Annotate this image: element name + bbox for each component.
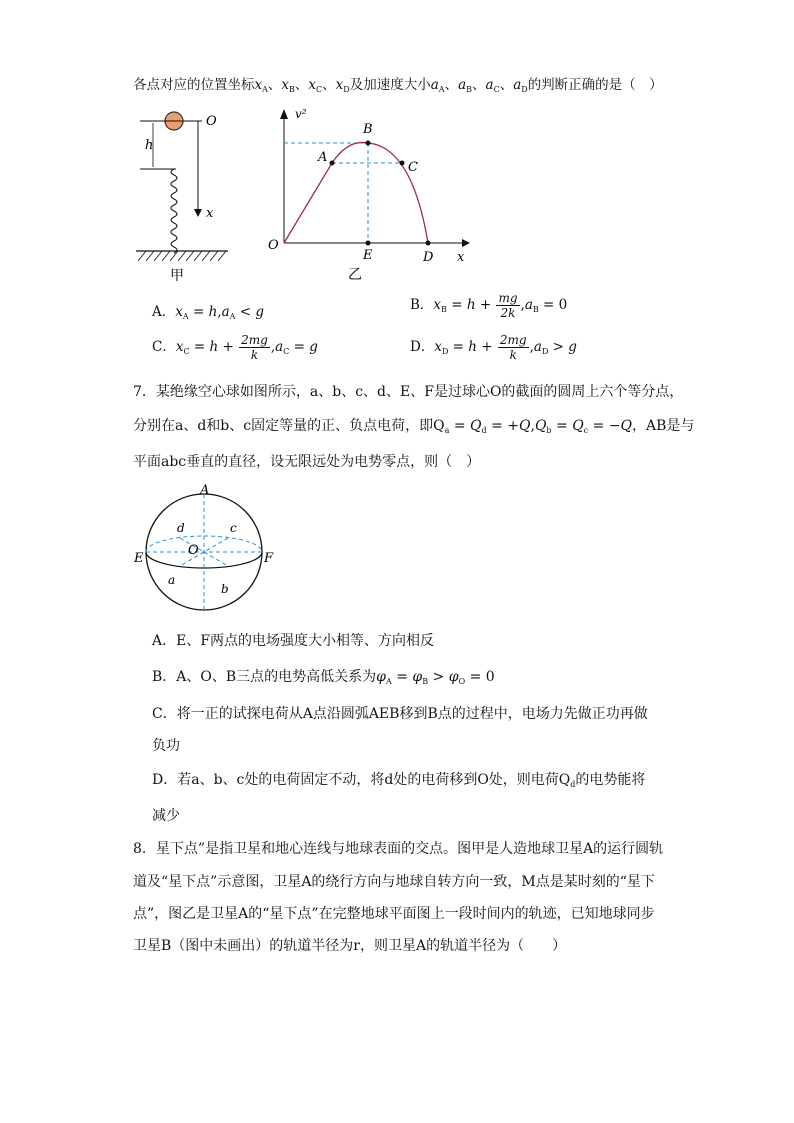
q7-option-d-line1[interactable]: D．若a、b、c处的电荷固定不动，将d处的电荷移到O处，则电荷$Q_d$的电势能将 [152,772,646,789]
q8-line-2: 道及“星下点”示意图，卫星A的绕行方向与地球自转方向一致，M点是某时刻的“星下 [133,874,655,890]
sphere-d: d [177,521,185,535]
q7-line-3: 平面abc垂直的直径，设无限远处为电势零点，则（ ） [133,454,481,470]
q7-line-1: 7．某绝缘空心球如图所示，a、b、c、d、E、F是过球心O的截面的圆周上六个等分点， [133,384,684,400]
ylabel: v² [295,107,307,121]
point-C: C [408,160,418,175]
q8-line-3: 点”，图乙是卫星A的“星下点”在完整地球平面图上一段时间内的轨迹，已知地球同步 [133,906,655,922]
sphere-a: a [168,573,176,587]
q6-option-a[interactable]: A．$x_A = h,a_A < g$ [152,304,264,321]
sphere-A: A [200,483,210,498]
q6-option-d[interactable]: D．$x_D = h$ + $\frac{2mg}{k}$ $,a_D > g$ [410,333,577,362]
sphere-O: O [188,543,199,558]
q6-stem-tail: 各点对应的位置坐标$x_A$、$x_B$、$x_C$、$x_D$及加速度大小$a_A$、$a_B$、$a_C$、$a_D$的判断正确的是（ ） [133,77,663,94]
label-x: x [206,206,214,221]
sphere-F: F [264,551,274,566]
origin-label: O [268,238,279,253]
figure-yi [262,103,477,283]
sphere-b: b [221,582,229,596]
q7-option-b[interactable]: B．A、O、B三点的电势高低关系为$\varphi_A = \varphi_B > \varphi_O = 0$ [152,669,495,686]
q7-line-2: 分别在a、d和b、c固定等量的正、负点电荷，即$Q_a = Q_d = +Q,Q_b = Q_c = -Q$，AB是与 [133,418,695,435]
sphere-E: E [134,551,144,566]
xlabel: x [457,250,465,265]
q7-option-c-line1[interactable]: C．将一正的试探电荷从A点沿圆弧AEB移到B点的过程中，电场力先做正功再做 [152,706,648,722]
curve [284,142,428,243]
q7-option-a[interactable]: A．E、F两点的电场强度大小相等、方向相反 [152,633,435,649]
figure-jia [130,105,240,285]
q8-line-4: 卫星B（图中未画出）的轨道半径为r，则卫星A的轨道半径为（ ） [133,938,567,954]
point-E: E [363,248,373,263]
q7-option-d-line2: 减少 [152,808,180,824]
point-B: B [363,122,373,137]
caption-jia: 甲 [170,268,184,284]
sphere-c: c [230,521,237,535]
spring [171,169,177,253]
q6-option-c[interactable]: C．$x_C = h$ + $\frac{2mg}{k}$ $,a_C = g$ [152,333,318,362]
caption-yi: 乙 [348,267,362,283]
q7-option-c-line2: 负功 [152,738,180,754]
q8-line-1: 8．星下点”是指卫星和地心连线与地球表面的交点。图甲是人造地球卫星A的运行圆轨 [133,841,664,857]
point-D: D [423,250,434,265]
label-h: h [145,138,154,153]
arrow-down-icon [194,209,202,217]
q6-option-b[interactable]: B．$x_B = h$ + $\frac{mg}{2k}$ $,a_B = 0$ [410,291,568,320]
label-O: O [206,114,217,129]
figure-sphere [130,480,280,615]
point-A: A [318,150,328,165]
